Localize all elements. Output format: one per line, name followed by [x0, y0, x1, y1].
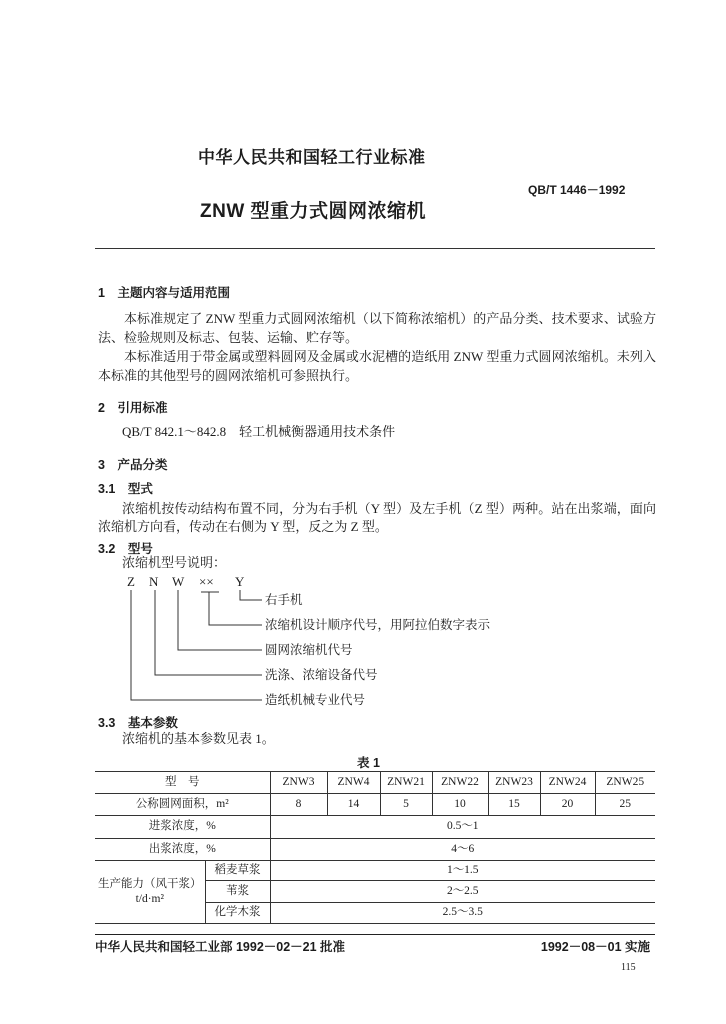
- table-header-row: [95, 772, 655, 794]
- designation-sequence-xx: ××: [199, 574, 214, 589]
- capacity-value-cell: 1～1.5: [270, 861, 655, 881]
- pulp-type-cell: 化学木浆: [205, 903, 270, 924]
- footer-rule: [95, 934, 655, 935]
- leader-line-y: [240, 590, 262, 600]
- designation-letter-y: Y: [235, 574, 245, 589]
- designation-label-right-hand: 右手机: [265, 593, 303, 607]
- capacity-unit: t/d·m²: [135, 893, 164, 905]
- area-label-cell: 公称圆网面积，m²: [95, 794, 270, 816]
- page-number: 115: [621, 962, 636, 973]
- designation-letter-z: Z: [127, 574, 135, 589]
- outlet-value-cell: 4～6: [270, 839, 655, 861]
- issuer-heading: 中华人民共和国轻工行业标准: [198, 148, 426, 167]
- capacity-label: 生产能力（风干浆）: [98, 878, 202, 890]
- section-3-1-heading: 3.1 型式: [98, 482, 153, 496]
- table-row-inlet: [95, 816, 655, 839]
- model-label-cell: 型 号: [95, 772, 270, 794]
- model-cell: ZNW24: [540, 772, 595, 794]
- effective-date: 1992－08－01 实施: [540, 940, 650, 954]
- document-title: ZNW 型重力式圆网浓缩机: [200, 201, 427, 222]
- area-cell: 25: [595, 794, 655, 816]
- area-cell: 10: [432, 794, 488, 816]
- normative-reference: QB/T 842.1～842.8 轻工机械衡器通用技术条件: [122, 424, 396, 439]
- approval-line: 中华人民共和国轻工业部 1992－02－21 批准: [95, 940, 346, 954]
- section-1-heading: 1 主题内容与适用范围: [98, 286, 230, 300]
- area-cell: 8: [270, 794, 327, 816]
- section-1-paragraph-1: 本标准规定了 ZNW 型重力式圆网浓缩机（以下简称浓缩机）的产品分类、技术要求、试验方法、检验规则及标志、包装、运输、贮存等。: [98, 311, 656, 345]
- designation-letter-n: N: [149, 574, 159, 589]
- capacity-value-cell: 2～2.5: [270, 881, 655, 903]
- section-1-paragraph-2: 本标准适用于带金属或塑料圆网及金属或水泥槽的造纸用 ZNW 型重力式圆网浓缩机。未列入本标准的其他型号的圆网浓缩机可参照执行。: [98, 349, 656, 383]
- model-cell: ZNW4: [327, 772, 380, 794]
- standard-code: QB/T 1446－1992: [528, 183, 626, 197]
- area-cell: 20: [540, 794, 595, 816]
- table-row-outlet: [95, 839, 655, 861]
- capacity-value-cell: 2.5～3.5: [270, 903, 655, 924]
- designation-label-sequence: 浓缩机设计顺序代号，用阿拉伯数字表示: [265, 618, 491, 632]
- designation-intro: 浓缩机型号说明：: [122, 555, 227, 570]
- model-cell: ZNW23: [488, 772, 540, 794]
- section-3-1-text: 浓缩机按传动结构布置不同，分为右手机（Y 型）及左手机（Z 型）两种。站在出浆端，面向浓缩机方向看，传动在右侧为 Y 型，反之为 Z 型。: [98, 501, 656, 534]
- outlet-label-cell: 出浆浓度，%: [95, 839, 270, 861]
- model-cell: ZNW22: [432, 772, 488, 794]
- section-3-3-text: 浓缩机的基本参数见表 1。: [122, 731, 275, 746]
- table-caption: 表 1: [357, 756, 380, 770]
- leader-line-z: [131, 590, 262, 700]
- designation-label-washing: 洗涤、浓缩设备代号: [265, 668, 378, 682]
- title-rule: [95, 248, 655, 249]
- area-cell: 14: [327, 794, 380, 816]
- capacity-label-cell: [95, 861, 205, 924]
- inlet-label-cell: 进浆浓度，%: [95, 816, 270, 839]
- designation-label-cylinder: 圆网浓缩机代号: [265, 643, 353, 657]
- table-row-area: [95, 794, 655, 816]
- section-3-heading: 3 产品分类: [98, 458, 168, 472]
- leader-line-xx: [201, 592, 262, 625]
- pulp-type-cell: 苇浆: [205, 881, 270, 903]
- section-3-2-heading: 3.2 型号: [98, 542, 153, 556]
- inlet-value-cell: 0.5～1: [270, 816, 655, 839]
- area-cell: 5: [380, 794, 432, 816]
- section-2-heading: 2 引用标准: [98, 401, 168, 415]
- designation-diagram: [0, 570, 726, 710]
- model-cell: ZNW3: [270, 772, 327, 794]
- pulp-type-cell: 稻麦草浆: [205, 861, 270, 881]
- area-cell: 15: [488, 794, 540, 816]
- model-cell: ZNW21: [380, 772, 432, 794]
- model-cell: ZNW25: [595, 772, 655, 794]
- designation-label-papermaking: 造纸机械专业代号: [265, 693, 366, 707]
- table-row-capacity: [95, 861, 655, 881]
- leader-line-w: [178, 590, 262, 650]
- parameter-table: [95, 771, 655, 924]
- section-3-3-heading: 3.3 基本参数: [98, 716, 178, 730]
- designation-letter-w: W: [172, 574, 185, 589]
